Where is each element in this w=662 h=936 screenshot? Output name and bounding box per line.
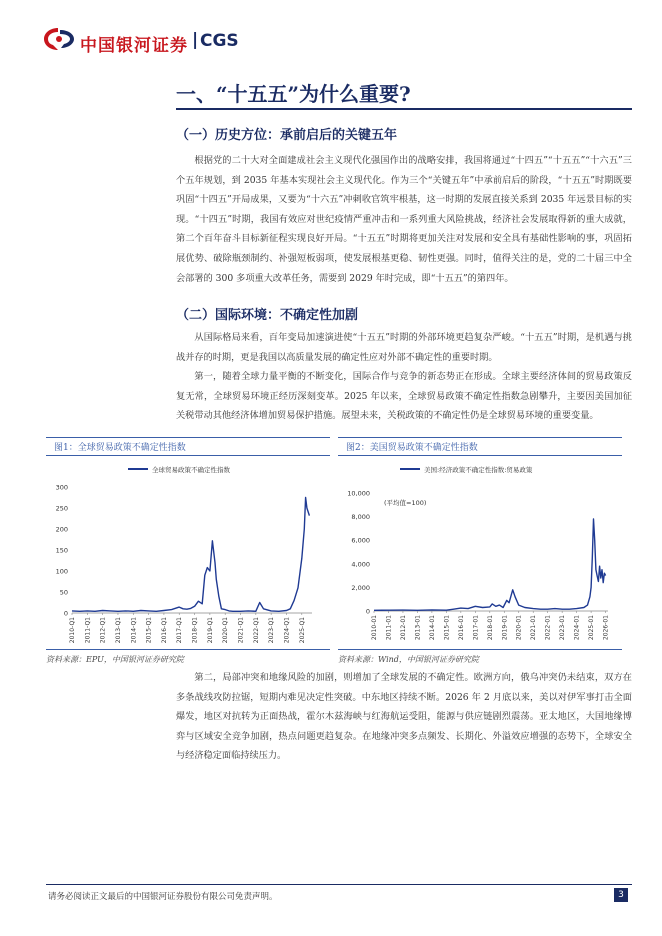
footer-rule [46, 884, 632, 885]
subsection-2-title: （二）国际环境：不确定性加剧 [176, 308, 359, 323]
y-tick-label: 300 [55, 483, 68, 492]
x-tick-label: 2020-01 [515, 615, 523, 641]
figure-2-title: 图2：美国贸易政策不确定性指数 [346, 443, 478, 453]
logo-separator: | [192, 30, 199, 50]
x-tick-label: 2017-Q1 [176, 617, 184, 644]
y-tick-label: 200 [55, 525, 68, 534]
x-tick-label: 2025-01 [588, 615, 596, 641]
figure-2-source: 资料来源：Wind，中国银河证券研究院 [338, 655, 479, 664]
x-tick-label: 2020-Q1 [222, 617, 230, 644]
section-title-rule [176, 108, 632, 110]
y-tick-label: 0 [63, 609, 68, 618]
subsection-2-paragraph-1: 从国际格局来看，百年变局加速演进使“十五五”时期的外部环境更趋复杂严峻。“十五五”时期，是机遇与挑战并存的时期，更是我国以高质量发展的确定性应对外部不确定性的重要时期。 [176, 332, 632, 363]
x-tick-label: 2023-01 [559, 615, 567, 641]
figure-1-title-rule [46, 455, 330, 456]
figure-2 [338, 437, 622, 667]
y-tick-label: 6,000 [351, 536, 370, 545]
y-tick-label: 2,000 [351, 583, 370, 592]
y-tick-label: 8,000 [351, 513, 370, 522]
x-tick-label: 2011-Q1 [84, 617, 92, 644]
x-tick-label: 2012-01 [399, 615, 407, 641]
figure-1 [46, 437, 330, 667]
section-title: 一、“十五五”为什么重要? [176, 82, 411, 106]
figure-2-chart [338, 457, 622, 647]
figure-1-chart [46, 457, 330, 647]
y-tick-label: 150 [55, 546, 68, 555]
y-tick-label: 0 [365, 607, 370, 616]
series-line [374, 519, 606, 610]
x-tick-label: 2017-01 [472, 615, 480, 641]
x-tick-label: 2024-01 [573, 615, 581, 641]
x-tick-label: 2013-Q1 [114, 617, 122, 644]
subsection-2-paragraph-3: 第二，局部冲突和地缘风险的加剧，则增加了全球发展的不确定性。欧洲方向，俄乌冲突仍未结束，双方在多条战线攻防拉锯，短期内难见决定性突破。中东地区持续不断。2026 年 2 月底以来，美以对伊军事打击全面爆发，地区对抗转为正面热战，霍尔木兹海峡与红海航运受阻，能源与供应链剧烈震荡。亚太地区，大国地缘博弈与区域安全竞争加剧，热点问题更趋复杂。在地缘冲突多点频发、长期化、外溢效应增强的态势下，全球安全与经济稳定面临持续压力。 [176, 672, 632, 762]
x-tick-label: 2019-01 [501, 615, 509, 641]
logo-english: CGS [200, 31, 239, 51]
x-tick-label: 2010-Q1 [69, 617, 76, 644]
cgs-logo-icon [42, 26, 76, 52]
x-tick-label: 2015-01 [443, 615, 451, 641]
x-tick-label: 2014-01 [428, 615, 436, 641]
figure-1-title: 图1：全球贸易政策不确定性指数 [54, 443, 186, 453]
x-tick-label: 2015-Q1 [145, 617, 153, 644]
x-tick-label: 2018-Q1 [191, 617, 199, 644]
subsection-1-paragraph: 根据党的二十大对全面建成社会主义现代化强国作出的战略安排，我国将通过“十四五”“十五五”“十六五”三个五年规划，到 2035 年基本实现社会主义现代化。作为三个“关键五年”中承前启后的阶段，“十五五”时期既要巩固“十四五”开局成果，又要为“十六五”冲刺收官筑牢根基，这一时期的发展直接关系到 2035 年远景目标的实现。“十四五”时期，我国有效应对世纪疫情严重冲击和一系列重大风险挑战，经济社会发展取得新的重大成就，第二个百年奋斗目标新征程实现良好开局。“十五五”时期将更加关注对发展和安全具有基础性影响的事，巩固拓展优势、破除瓶颈制约、补强短板弱项，使发展根基更稳、韧性更强。同时，值得关注的是，党的二十届三中全会部署的 300 多项重大改革任务，需要到 2029 年时完成，即“十五五”的第四年。 [176, 155, 632, 284]
series-line [72, 498, 309, 612]
figure-2-top-rule [338, 437, 622, 438]
logo-chinese: 中国银河证券 [80, 36, 188, 56]
x-tick-label: 2024-Q1 [283, 617, 291, 644]
x-tick-label: 2019-Q1 [206, 617, 214, 644]
x-tick-label: 2022-Q1 [252, 617, 260, 644]
x-tick-label: 2016-Q1 [160, 617, 168, 644]
footer-disclaimer: 请务必阅读正文最后的中国银河证券股份有限公司免责声明。 [48, 892, 278, 902]
x-tick-label: 2018-01 [486, 615, 494, 641]
figure-2-bottom-rule [338, 649, 622, 650]
page-number: 3 [614, 888, 628, 902]
figure-1-bottom-rule [46, 649, 330, 650]
x-tick-label: 2026-01 [602, 615, 610, 641]
x-tick-label: 2010-01 [371, 615, 378, 641]
y-tick-label: 10,000 [347, 489, 370, 498]
x-tick-label: 2011-01 [385, 615, 393, 641]
x-tick-label: 2021-01 [530, 615, 538, 641]
figure-1-top-rule [46, 437, 330, 438]
subsection-2-paragraph-2: 第一，随着全球力量平衡的不断变化，国际合作与竞争的新态势正在形成。全球主要经济体间的贸易政策反复无常，全球贸易环境正经历深刻变革。2025 年以来，全球贸易政策不确定性指数急剧攀升，主要因美国加征关税带动其他经济体增加贸易保护措施。展望未来，关税政策的不确定性仍是全球贸易环境的重要变量。 [176, 371, 632, 422]
x-tick-label: 2021-Q1 [237, 617, 245, 644]
x-tick-label: 2016-01 [457, 615, 465, 641]
subsection-1-title: （一）历史方位：承前启后的关键五年 [176, 128, 398, 143]
x-tick-label: 2025-Q1 [298, 617, 306, 644]
legend-label: 美国:经济政策不确定性指数:贸易政策 [424, 466, 533, 474]
x-tick-label: 2022-01 [544, 615, 552, 641]
header [0, 0, 662, 62]
y-tick-label: 250 [55, 504, 68, 513]
figure-2-title-rule [338, 455, 622, 456]
y-tick-label: 100 [55, 567, 68, 576]
figure-1-source: 资料来源：EPU，中国银河证券研究院 [46, 655, 184, 664]
x-tick-label: 2012-Q1 [99, 617, 107, 644]
y-tick-label: 4,000 [351, 560, 370, 569]
y-tick-label: 50 [59, 588, 68, 597]
x-tick-label: 2013-01 [414, 615, 422, 641]
x-tick-label: 2014-Q1 [130, 617, 138, 644]
legend-label: 全球贸易政策不确定性指数 [152, 466, 230, 474]
chart-annotation: (平均值=100) [384, 499, 427, 507]
x-tick-label: 2023-Q1 [268, 617, 276, 644]
